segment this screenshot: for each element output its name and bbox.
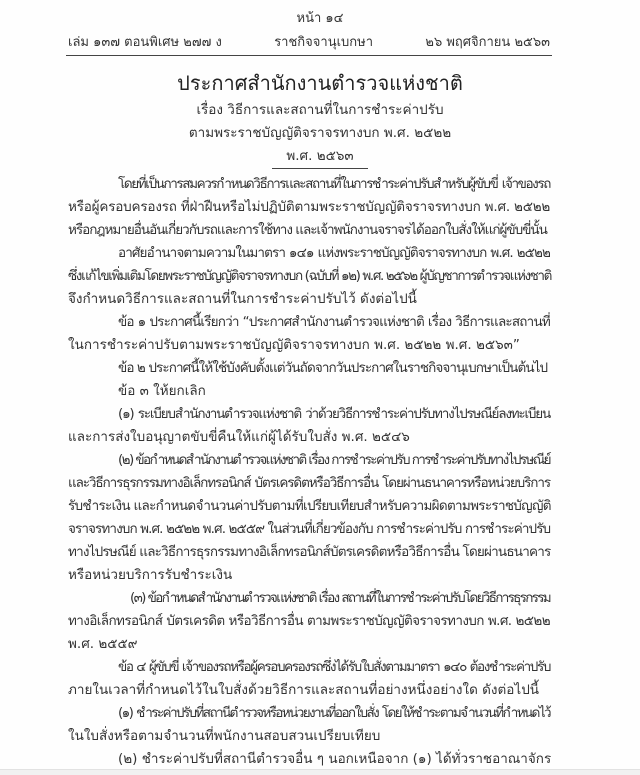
document-year: พ.ศ. ๒๕๖๓ <box>286 148 354 164</box>
body-text-line: พ.ศ. ๒๕๕๙ <box>68 636 138 652</box>
header-rule <box>66 55 552 56</box>
body-text-line: และวิธีการธุรกรรมทางอิเล็กทรอนิกส์ บัตรเครดิตหรือวิธีการอื่น โดยผ่านธนาคารหรือหน่วยบริการ <box>68 475 550 491</box>
body-text-line: ข้อ ๒ ประกาศนี้ให้ใช้บังคับตั้งแต่วันถัดจากวันประกาศในราชกิจจานุเบกษาเป็นต้นไป <box>118 360 548 376</box>
body-text-line: (๒) ข้อกำหนดสำนักงานตำรวจแห่งชาติ เรื่อง การชำระค่าปรับ การชำระค่าปรับทางไปรษณีย์ <box>118 452 550 468</box>
body-text-line: จึงกำหนดวิธีการและสถานที่ในการชำระค่าปรับไว้ ดังต่อไปนี้ <box>68 291 417 307</box>
publication-date: ๒๖ พฤศจิกายน ๒๕๖๓ <box>425 35 550 50</box>
body-text-line: ข้อ ๔ ผู้ขับขี่ เจ้าของรถหรือผู้ครอบครองรถซึ่งได้รับใบสั่งตามมาตรา ๑๔๐ ต้องชำระค่าปรับ <box>118 659 550 675</box>
gazette-header <box>68 34 550 52</box>
body-text-line: ซึ่งแก้ไขเพิ่มเติมโดยพระราชบัญญัติจราจรทางบก (ฉบับที่ ๑๒) พ.ศ. ๒๕๖๒ ผู้บัญชาการตำรวจแห่งชาติ <box>68 268 551 284</box>
page-bottom-edge <box>0 769 640 775</box>
body-text-line: ข้อ ๑ ประกาศนี้เรียกว่า “ประกาศสำนักงานตำรวจแห่งชาติ เรื่อง วิธีการและสถานที่ <box>118 314 550 330</box>
document-title: ประกาศสำนักงานตำรวจแห่งชาติ <box>177 71 463 95</box>
body-text-line: อาศัยอำนาจตามความในมาตรา ๑๔๑ แห่งพระราชบัญญัติจราจรทางบก พ.ศ. ๒๕๒๒ <box>118 245 550 261</box>
body-text-line: (๑) ชำระค่าปรับที่สถานีตำรวจหรือหน่วยงานที่ออกใบสั่ง โดยให้ชำระตามจำนวนที่กำหนดไว้ <box>118 705 550 721</box>
volume-info: เล่ม ๑๓๗ ตอนพิเศษ ๒๗๗ ง <box>68 35 222 50</box>
body-text-line: จราจรทางบก พ.ศ. ๒๕๒๒ พ.ศ. ๒๕๕๙ ในส่วนที่เกี่ยวข้องกับ การชำระค่าปรับ การชำระค่าปรับ <box>68 521 551 537</box>
body-text-line: หรือหน่วยบริการรับชำระเงิน <box>68 567 233 583</box>
body-text-line: ข้อ ๓ ให้ยกเลิก <box>118 383 206 399</box>
body-text-line: หรือกฎหมายอื่นอันเกี่ยวกับรถและการใช้ทาง และเจ้าพนักงานจราจรได้ออกใบสั่งให้แก่ผู้ขับขี่นั้น <box>68 222 547 238</box>
gazette-name: ราชกิจจานุเบกษา <box>274 35 374 50</box>
body-text-line: (๓) ข้อกำหนดสำนักงานตำรวจแห่งชาติ เรื่อง สถานที่ในการชำระค่าปรับโดยวิธีการธุรกรรม <box>130 590 550 606</box>
body-text-line: หรือผู้ครอบครองรถ ที่ฝ่าฝืนหรือไม่ปฏิบัติตามพระราชบัญญัติจราจรทางบก พ.ศ. ๒๕๒๒ <box>68 199 551 215</box>
body-text-line: และการส่งใบอนุญาตขับขี่คืนให้แก่ผู้ได้รับใบสั่ง พ.ศ. ๒๕๔๖ <box>68 429 410 445</box>
body-text-line: (๑) ระเบียบสำนักงานตำรวจแห่งชาติ ว่าด้วยวิธีการชำระค่าปรับทางไปรษณีย์ลงทะเบียน <box>118 406 550 422</box>
body-text-line: ในการชำระค่าปรับตามพระราชบัญญัติจราจรทางบก พ.ศ. ๒๕๒๒ พ.ศ. ๒๕๖๓” <box>68 337 520 353</box>
title-rule <box>272 168 368 169</box>
body-text-line: ภายในเวลาที่กำหนดไว้ในใบสั่งด้วยวิธีการและสถานที่อย่างหนึ่งอย่างใด ดังต่อไปนี้ <box>68 682 539 698</box>
body-text-line: (๒) ชำระค่าปรับที่สถานีตำรวจอื่น ๆ นอกเหนือจาก (๑) ได้ทั่วราชอาณาจักร <box>118 751 552 767</box>
document-subject-continued: ตามพระราชบัญญัติจราจรทางบก พ.ศ. ๒๕๒๒ <box>188 125 452 141</box>
body-text-line: โดยที่เป็นการสมควรกำหนดวิธีการและสถานที่ในการชำระค่าปรับสำหรับผู้ขับขี่ เจ้าของรถ <box>118 176 550 192</box>
body-text-line: ในใบสั่งหรือตามจำนวนที่พนักงานสอบสวนเปรียบเทียบ <box>68 728 381 744</box>
page-number: หน้า ๑๔ <box>296 11 344 26</box>
body-text-line: ทางไปรษณีย์ และวิธีการธุรกรรมทางอิเล็กทรอนิกส์บัตรเครดิตหรือวิธีการอื่น โดยผ่านธนาคาร <box>68 544 551 560</box>
body-text-line: ทางอิเล็กทรอนิกส์ บัตรเครดิต หรือวิธีการอื่น ตามพระราชบัญญัติจราจรทางบก พ.ศ. ๒๕๒๒ <box>68 613 550 629</box>
body-text-line: รับชำระเงิน และกำหนดจำนวนค่าปรับตามที่เปรียบเทียบสำหรับความผิดตามพระราชบัญญัติ <box>68 498 551 514</box>
document-subject: เรื่อง วิธีการและสถานที่ในการชำระค่าปรับ <box>196 102 444 118</box>
